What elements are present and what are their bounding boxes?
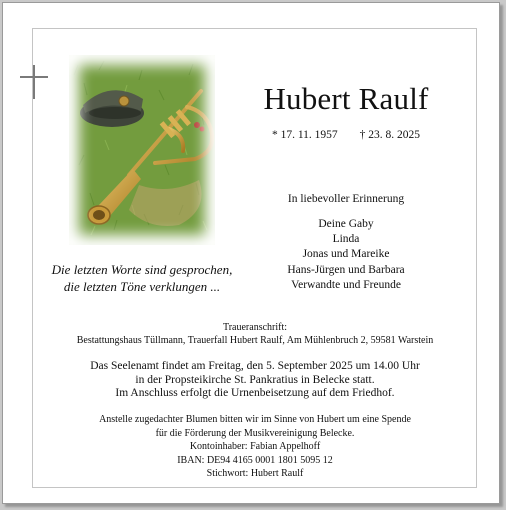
mourner: Deine Gaby bbox=[318, 218, 374, 230]
mourner: Hans-Jürgen und Barbara bbox=[287, 263, 405, 276]
donation-line: für die Förderung der Musikvereinigung Belecke. bbox=[155, 427, 355, 439]
donation-info bbox=[33, 413, 477, 481]
address-label: Traueranschrift: bbox=[222, 322, 288, 333]
memory-line: In liebevoller Erinnerung bbox=[287, 193, 405, 205]
service-line: Das Seelenamt findet am Freitag, den 5. September 2025 um 14.00 Uhr bbox=[90, 360, 420, 372]
mourner: Verwandte und Freunde bbox=[291, 278, 401, 291]
service-line: Im Anschluss erfolgt die Urnenbeisetzung auf dem Friedhof. bbox=[115, 387, 395, 399]
birth-date: * 17. 11. 1957 bbox=[271, 129, 338, 141]
service-line: in der Propsteikirche St. Pankratius in Belecke statt. bbox=[135, 373, 375, 386]
cross-icon bbox=[20, 65, 48, 99]
cap-and-trumpet-image bbox=[69, 55, 215, 245]
account-holder: Kontoinhaber: Fabian Appelhoff bbox=[189, 441, 321, 452]
service-info bbox=[33, 360, 477, 401]
donation-line: Anstelle zugedachter Blumen bitten wir im Sinne von Hubert um eine Spende bbox=[99, 414, 411, 425]
mourner: Linda bbox=[332, 233, 360, 246]
mourner: Jonas und Mareike bbox=[302, 248, 390, 261]
address-text: Bestattungshaus Tüllmann, Trauerfall Hubert Raulf, Am Mühlenbruch 2, 59581 Warstein bbox=[76, 334, 434, 346]
memorial-photo bbox=[69, 55, 215, 245]
iban: IBAN: DE94 4165 0001 1801 5095 12 bbox=[177, 454, 333, 466]
verse-line: die letzten Töne verklungen ... bbox=[63, 279, 221, 294]
death-date: † 23. 8. 2025 bbox=[359, 129, 421, 141]
deceased-name: Hubert Raulf bbox=[263, 81, 429, 116]
reference: Stichwort: Hubert Raulf bbox=[206, 468, 304, 479]
mourning-address bbox=[33, 322, 477, 347]
life-dates bbox=[231, 128, 461, 142]
obituary-notice bbox=[2, 2, 500, 504]
mourners-list bbox=[231, 217, 461, 293]
verse-line: Die letzten Worte sind gesprochen, bbox=[51, 262, 233, 277]
verse bbox=[39, 261, 245, 295]
